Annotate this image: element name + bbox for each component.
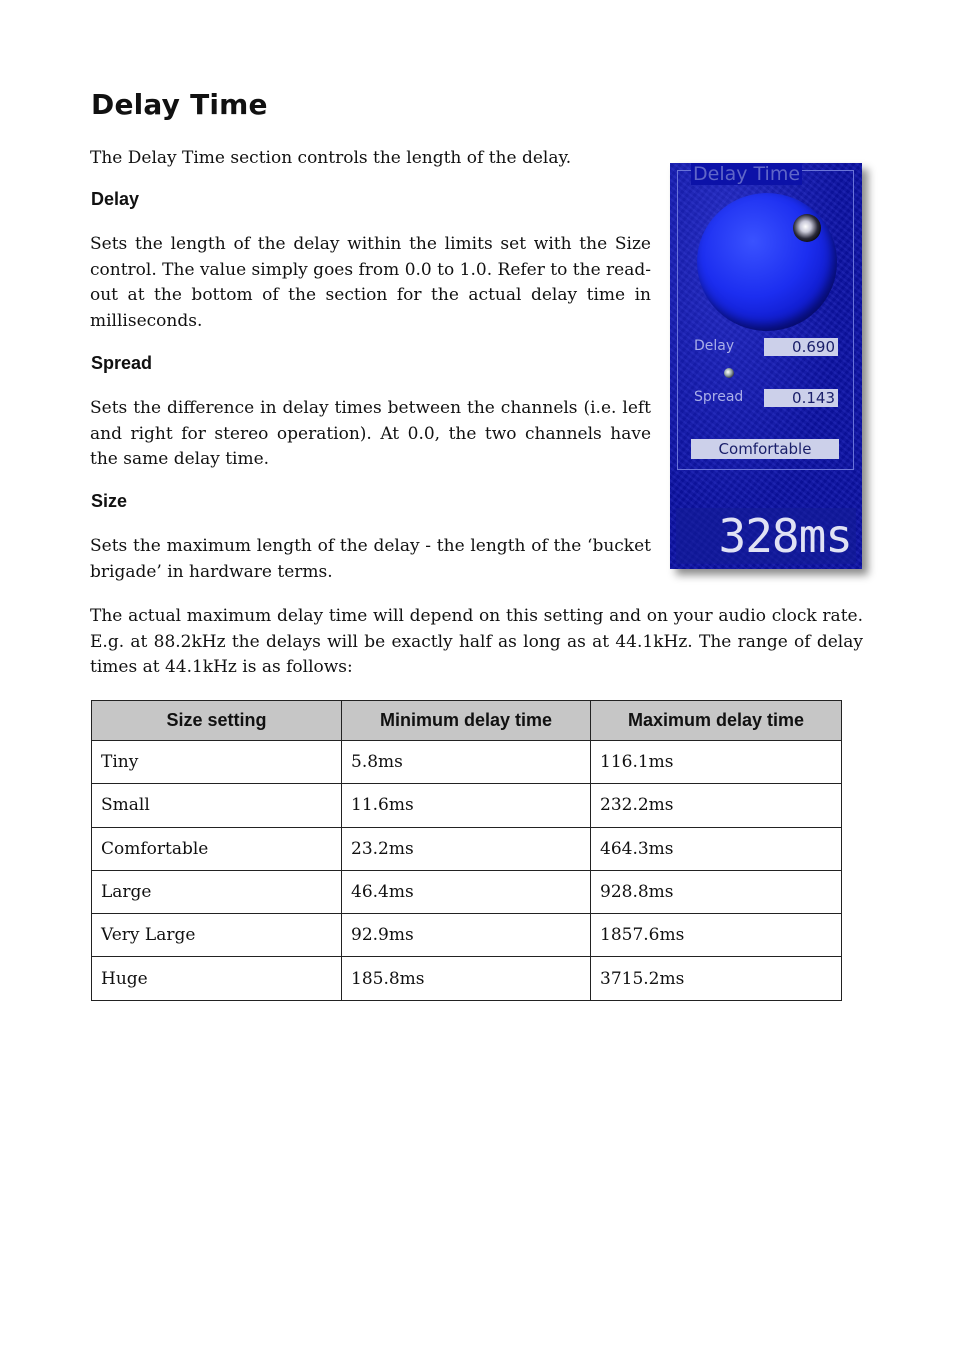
table-cell: 464.3ms: [591, 827, 842, 870]
table-cell: Huge: [92, 957, 342, 1000]
page-title: Delay Time: [91, 88, 268, 121]
table-cell: Comfortable: [92, 827, 342, 870]
table-row: [92, 957, 842, 1000]
delay-knob[interactable]: [697, 193, 837, 331]
table-row: [92, 870, 842, 913]
delay-time-readout: 328ms: [676, 508, 856, 564]
section-heading-spread: Spread: [91, 353, 153, 373]
delay-range-table: [91, 700, 842, 1001]
delay-label: Delay: [694, 338, 735, 354]
spread-slider[interactable]: [694, 368, 836, 378]
spread-slider-thumb[interactable]: [724, 368, 734, 378]
header-minimum-delay: Minimum delay time: [342, 701, 591, 741]
intro-paragraph: The Delay Time section controls the length of the delay.: [90, 148, 572, 168]
table-row: [92, 827, 842, 870]
table-cell: 11.6ms: [342, 784, 591, 827]
table-cell: 1857.6ms: [591, 914, 842, 957]
table-cell: 3715.2ms: [591, 957, 842, 1000]
table-cell: 23.2ms: [342, 827, 591, 870]
table-cell: 92.9ms: [342, 914, 591, 957]
table-row: [92, 741, 842, 784]
table-cell: 928.8ms: [591, 870, 842, 913]
table-row: [92, 784, 842, 827]
section-text-spread: Sets the difference in delay times between the channels (i.e. left and right for stereo operation). At 0.0, the two channels have the same delay time.: [90, 398, 651, 470]
table-cell: 232.2ms: [591, 784, 842, 827]
table-header-row: [92, 701, 842, 741]
section-text-delay: Sets the length of the delay within the limits set with the Size control. The value simply goes from 0.0 to 1.0. Refer to the read-out at the bottom of the section for the actual delay time in milliseconds.: [90, 234, 651, 332]
table-cell: Tiny: [92, 741, 342, 784]
table-cell: 5.8ms: [342, 741, 591, 784]
table-row: [92, 914, 842, 957]
header-size-setting: Size setting: [92, 701, 342, 741]
note-paragraph: The actual maximum delay time will depend on this setting and on your audio clock rate. E.g. at 88.2kHz the delays will be exactly half as long as at 44.1kHz. The range of delay times at 44.1kHz is as follows:: [90, 606, 863, 678]
size-selector-button[interactable]: Comfortable: [691, 439, 839, 459]
table-cell: 185.8ms: [342, 957, 591, 1000]
spread-label: Spread: [694, 389, 744, 405]
section-text-size: Sets the maximum length of the delay - the length of the ‘bucket brigade’ in hardware terms.: [90, 536, 651, 582]
table-cell: Very Large: [92, 914, 342, 957]
delay-time-plugin-panel: [670, 163, 862, 569]
table-cell: 116.1ms: [591, 741, 842, 784]
table-cell: Small: [92, 784, 342, 827]
spread-value-field[interactable]: 0.143: [764, 389, 838, 407]
table-cell: 46.4ms: [342, 870, 591, 913]
section-heading-size: Size: [91, 491, 128, 511]
table-cell: Large: [92, 870, 342, 913]
delay-value-field[interactable]: 0.690: [764, 338, 838, 356]
header-maximum-delay: Maximum delay time: [591, 701, 842, 741]
section-heading-delay: Delay: [91, 189, 140, 209]
knob-indicator-icon: [793, 214, 821, 242]
panel-title: Delay Time: [693, 163, 801, 185]
